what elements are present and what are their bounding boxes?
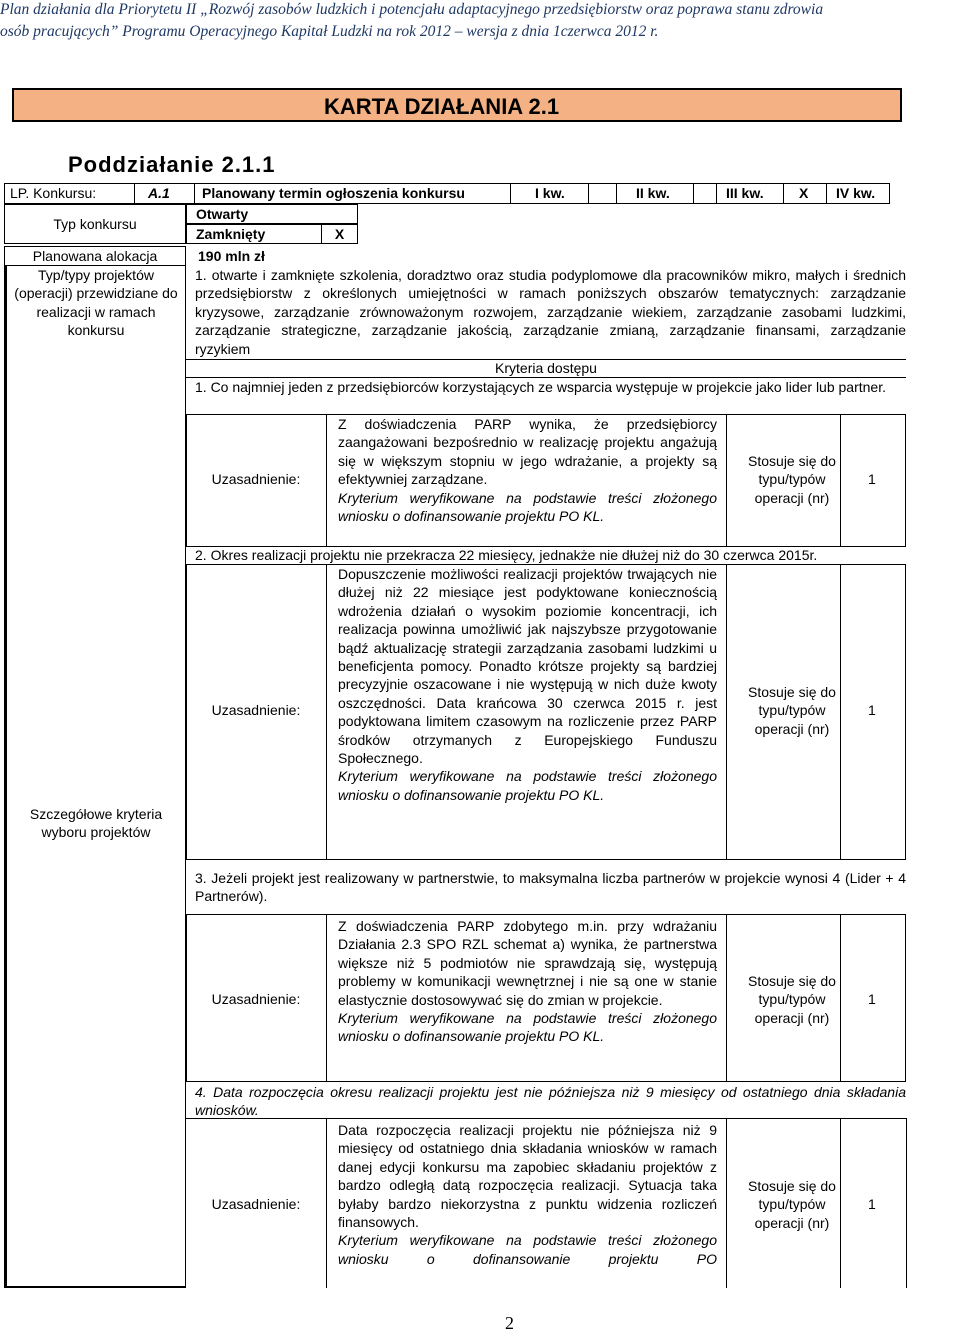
criterion-3-text: 3. Jeżeli projekt jest realizowany w partnerstwie, to maksymalna liczba partnerów w projekcie wynosi 4 (Lider + 4 Partnerów). <box>195 870 906 905</box>
type-closed-mark: X <box>334 226 345 242</box>
quarter-1: I kw. <box>535 185 565 201</box>
subtitle: Poddziałanie 2.1.1 <box>68 152 276 177</box>
criterion-3-verification: Kryterium weryfikowane na podstawie treści złożonego wniosku o dofinansowanie projektu PO KL. <box>338 1010 717 1045</box>
header-line-2: osób pracujących” Programu Operacyjnego Kapitał Ludzki na rok 2012 – wersja z dnia 1czerwca 2012 r. <box>0 23 659 40</box>
quarter-4: IV kw. <box>836 185 876 201</box>
page-number: 2 <box>505 1313 514 1333</box>
type-label: Typ konkursu <box>53 216 137 232</box>
criterion-1-applies-label: Stosuje się do typu/typów operacji (nr) <box>748 453 836 506</box>
lp-label: LP. Konkursu: <box>10 185 97 201</box>
criterion-3-justification-block <box>338 917 717 1046</box>
criterion-1-justification: Z doświadczenia PARP wynika, że przedsiębiorcy zaangażowani bezpośrednio w realizację projektu angażują się w większym stopniu w jego wdrażanie, a projekty są efektywniej zarządzane. <box>338 416 717 488</box>
criterion-4-text: 4. Data rozpoczęcia okresu realizacji projektu jest nie późniejsza niż 9 miesięcy od ostatniego dnia składania wniosków. <box>195 1084 906 1119</box>
lp-value: A.1 <box>148 185 170 201</box>
criterion-3-justification: Z doświadczenia PARP zdobytego m.in. przy wdrażaniu Działania 2.3 SPO RZL schemat a) wynika, że partnerstwa większe niż 5 podmiotów nie sprawdzają się, występują problemy w komunikacji wewnętrznej i nie są one w stanie elastycznie dostosowywać się do zmian w projekcie. <box>338 918 717 1008</box>
criterion-4-verification: Kryterium weryfikowane na podstawie treści złożonego wniosku o dofinansowanie projektu PO <box>338 1232 717 1267</box>
term-label: Planowany termin ogłoszenia konkursu <box>202 185 465 201</box>
criterion-1-justification-label: Uzasadnienie: <box>211 471 301 487</box>
quarter-3: III kw. <box>726 185 764 201</box>
allocation-value: 190 mln zł <box>198 248 265 264</box>
project-types-label: Typ/typy projektów (operacji) przewidziane do realizacji w ramach konkursu <box>14 267 178 339</box>
criterion-3-applies-label: Stosuje się do typu/typów operacji (nr) <box>748 973 836 1026</box>
type-closed: Zamknięty <box>196 226 266 242</box>
title-banner <box>12 88 902 122</box>
quarter-3-mark: X <box>799 185 809 201</box>
criterion-2-applies-to: 1 <box>868 702 876 718</box>
criterion-3-applies-to: 1 <box>868 991 876 1007</box>
page-title: KARTA DZIAŁANIA 2.1 <box>324 94 560 119</box>
criterion-2-justification: Dopuszczenie możliwości realizacji projektów trwających nie dłużej niż 22 miesiące jest podyktowane koniecznością wdrożenia działań o wysokim poziomie koncentracji, ich realizacja powinna umożliwić jak najszybsze przygotowanie bądź aktualizację strategii zarządzania zasobami ludzkimi u beneficjenta pomocy. Ponadto krótsze projekty są bardziej precyzyjnie oszacowane i nie występują w nich duże kwoty oszczędności. Data krańcowa 30 czerwca 2015 r. jest podyktowana limitem czasowym na rozliczenie przez PARP środków otrzymanych z Europejskiego Funduszu Społecznego. <box>338 566 717 767</box>
criterion-4-applies-label: Stosuje się do typu/typów operacji (nr) <box>748 1178 836 1231</box>
type-open: Otwarty <box>196 206 249 222</box>
criterion-2-justification-label: Uzasadnienie: <box>211 702 301 718</box>
criterion-2-verification: Kryterium weryfikowane na podstawie treści złożonego wniosku o dofinansowanie projektu PO KL. <box>338 768 717 803</box>
criterion-4-justification-block <box>338 1121 717 1268</box>
criterion-1-justification-block <box>338 415 717 525</box>
criterion-4-applies-to: 1 <box>868 1196 876 1212</box>
header-line-1: Plan działania dla Priorytetu II „Rozwój zasobów ludzkich i potencjału adaptacyjnego przedsiębiorstw oraz poprawa stanu zdrowia <box>0 1 824 18</box>
criteria-label: Szczegółowe kryteria wyboru projektów <box>29 806 163 841</box>
criterion-1-applies-to: 1 <box>868 471 876 487</box>
criterion-3-justification-label: Uzasadnienie: <box>211 991 301 1007</box>
left-border <box>4 266 7 1288</box>
criterion-4-justification: Data rozpoczęcia realizacji projektu nie późniejsza niż 9 miesięcy od ostatniego dnia składania wniosków w ramach danej edycji konkursu ma zapobiec składaniu projektów z bardzo odległą datą rozpoczęcia realizacji. Sytuacja taka byłaby bardzo niekorzystna z punktu widzenia rozliczeń finansowych. <box>338 1122 717 1231</box>
criterion-2-justification-block <box>338 565 717 804</box>
quarter-2: II kw. <box>636 185 670 201</box>
criterion-1-text: 1. Co najmniej jeden z przedsiębiorców korzystających ze wsparcia występuje w projekcie jako lider lub partner. <box>195 379 886 395</box>
allocation-label: Planowana alokacja <box>32 248 158 264</box>
criterion-4-justification-label: Uzasadnienie: <box>211 1196 301 1212</box>
criterion-1-verification: Kryterium weryfikowane na podstawie treści złożonego wniosku o dofinansowanie projektu PO KL. <box>338 489 717 525</box>
project-types-text: 1. otwarte i zamknięte szkolenia, doradztwo oraz studia podyplomowe dla pracowników mikro, małych i średnich przedsiębiorstw z określonych umiejętności w ramach poniższych obszarów tematycznych: zarządzanie kryzysowe, zarządzanie zrównoważonym rozwojem, zarządzanie wiekiem, zarządzanie zasobami ludzkimi, zarządzanie strategiczne, zarządzanie jakością, zarządzanie zmianą, zarządzanie finansami, zarządzanie ryzykiem <box>195 267 906 357</box>
criteria-section-title: Kryteria dostępu <box>495 360 597 376</box>
criterion-2-text: 2. Okres realizacji projektu nie przekracza 22 miesięcy, jednakże nie dłużej niż do 30 czerwca 2015r. <box>195 547 818 563</box>
criterion-2-applies-label: Stosuje się do typu/typów operacji (nr) <box>748 684 836 737</box>
